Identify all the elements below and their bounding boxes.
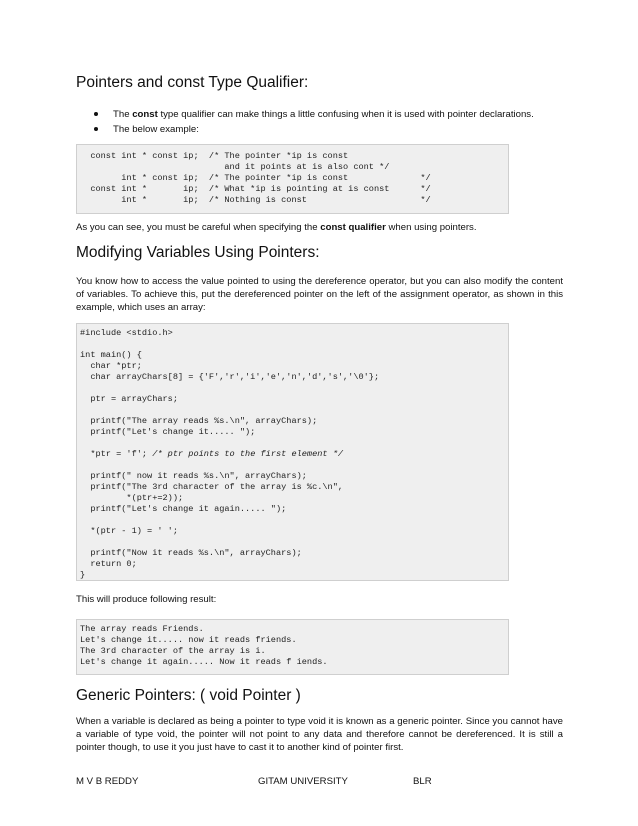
code-line: const int * ip; /* What *ip is pointing at is const */ bbox=[80, 184, 431, 194]
code-line bbox=[77, 405, 508, 416]
code-line: and it points at is also cont */ bbox=[80, 162, 390, 172]
code-line: int * ip; /* Nothing is const */ bbox=[80, 195, 431, 205]
note-const-qualifier bbox=[76, 222, 563, 235]
footer-author: M V B REDDY bbox=[76, 776, 139, 787]
footer-university: GITAM UNIVERSITY bbox=[258, 776, 348, 787]
code-line: int * const ip; /* The pointer *ip is const */ bbox=[80, 173, 431, 183]
code-line bbox=[77, 537, 508, 548]
code-line: *ptr = 'f'; /* ptr points to the first element */ bbox=[80, 449, 344, 459]
code-line bbox=[77, 339, 508, 350]
note-text-pre: As you can see, you must be careful when specifying the bbox=[76, 222, 321, 233]
code-line: printf("The array reads %s.\n", arrayChars); bbox=[80, 416, 318, 426]
code-line: printf("Let's change it..... "); bbox=[80, 427, 256, 437]
bullet-item-example bbox=[76, 122, 534, 137]
bullet-text-bold: const bbox=[132, 109, 158, 120]
paragraph-generic: When a variable is declared as being a pointer to type void it is known as a generic pointer. Since you cannot have a variable of type void, the pointer will not point to any data and therefore cannot be dereferenced. It is still a pointer though, to use it you just have to cast it to another kind of pointer first. bbox=[76, 716, 563, 753]
code-line: const int * const ip; /* The pointer *ip is const bbox=[80, 151, 349, 161]
code-line bbox=[77, 383, 508, 394]
code-line bbox=[77, 438, 508, 449]
bullet-list bbox=[76, 107, 534, 137]
code-line: int main() { bbox=[80, 350, 142, 360]
result-intro: This will produce following result: bbox=[76, 594, 217, 605]
note-text-bold: const qualifier bbox=[320, 222, 386, 233]
bullet-text-post: type qualifier can make things a little confusing when it is used with pointer declarations. bbox=[157, 109, 534, 120]
bullet-dot-icon bbox=[94, 127, 98, 131]
code-block-main-program bbox=[76, 323, 509, 581]
code-line: printf(" now it reads %s.\n", arrayChars); bbox=[80, 471, 307, 481]
code-block-program-output bbox=[76, 619, 509, 675]
code-line: printf("Now it reads %s.\n", arrayChars); bbox=[80, 548, 302, 558]
code-line: ptr = arrayChars; bbox=[80, 394, 178, 404]
code-line: } bbox=[80, 570, 86, 580]
code-comment: /* ptr points to the first element */ bbox=[152, 449, 344, 459]
code-line: printf("The 3rd character of the array is %c.\n", bbox=[80, 482, 344, 492]
footer-campus: BLR bbox=[413, 776, 432, 787]
code-line: return 0; bbox=[80, 559, 137, 569]
code-line bbox=[77, 460, 508, 471]
code-block-const-examples bbox=[76, 144, 509, 214]
code-line: Let's change it..... now it reads friends. bbox=[80, 635, 297, 645]
code-line: printf("Let's change it again..... "); bbox=[80, 504, 287, 514]
code-line: #include <stdio.h> bbox=[80, 328, 173, 338]
bullet-item-const bbox=[76, 107, 534, 122]
bullet-text-pre: The bbox=[113, 109, 133, 120]
code-line: *(ptr+=2)); bbox=[80, 493, 184, 503]
paragraph-modifying: You know how to access the value pointed to using the dereference operator, but you can also modify the content of variables. To achieve this, put the dereferenced pointer on the left of the assignment operator, as shown in this example, which uses an array: bbox=[76, 276, 563, 313]
code-line bbox=[77, 515, 508, 526]
heading-pointers-const: Pointers and const Type Qualifier: bbox=[76, 74, 309, 91]
heading-modifying-variables: Modifying Variables Using Pointers: bbox=[76, 244, 320, 261]
code-line: The array reads Friends. bbox=[80, 624, 204, 634]
bullet-dot-icon bbox=[94, 112, 98, 116]
code-line: Let's change it again..... Now it reads f iends. bbox=[80, 657, 328, 667]
heading-generic-pointers: Generic Pointers: ( void Pointer ) bbox=[76, 687, 301, 704]
note-text-post: when using pointers. bbox=[385, 222, 477, 233]
code-line: The 3rd character of the array is i. bbox=[80, 646, 266, 656]
code-line: char *ptr; bbox=[80, 361, 142, 371]
bullet-text: The below example: bbox=[113, 124, 199, 135]
code-line: *(ptr - 1) = ' '; bbox=[80, 526, 178, 536]
code-line: char arrayChars[8] = {'F','r','i','e','n','d','s','\0'}; bbox=[80, 372, 380, 382]
